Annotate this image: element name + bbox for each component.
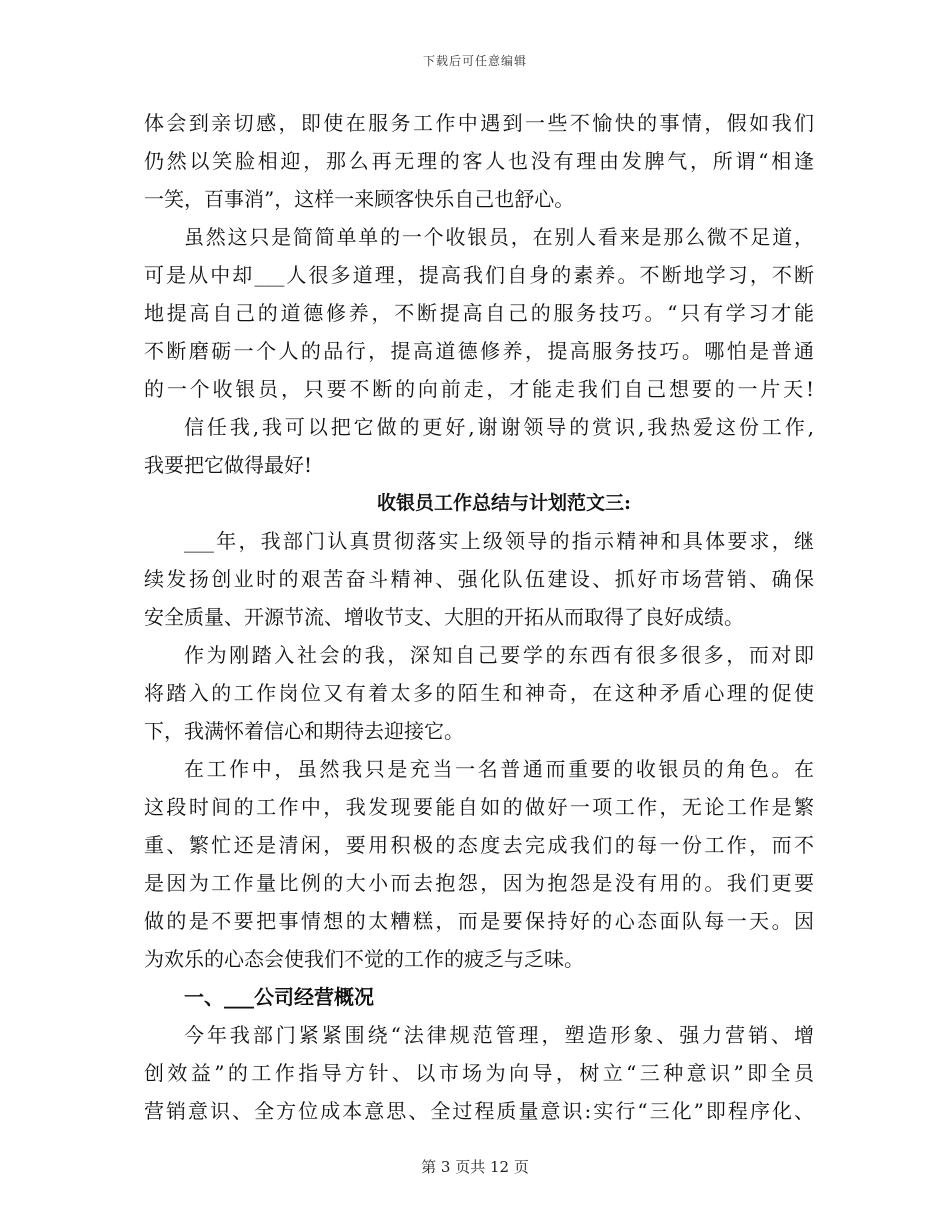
page-number-footer: 第 3 页共 12 页 — [421, 1158, 529, 1176]
text-line: ___年，我部门认真贯彻落实上级领导的指示精神和具体要求，继 — [184, 529, 814, 553]
page-header: 下载后可任意编辑 — [422, 54, 527, 68]
text-line: 体会到亲切感，即使在服务工作中遇到一些不愉快的事情，假如我们 — [144, 111, 814, 135]
text-line: 下，我满怀着信心和期待去迎接它。 — [144, 719, 464, 743]
text-line: 地提高自己的道德修养，不断提高自己的服务技巧。“只有学习才能 — [144, 301, 814, 325]
text-line: 创效益”的工作指导方针、以市场为向导，树立“三种意识”即全员 — [144, 1061, 814, 1085]
text-line: 做的是不要把事情想的太糟糕，而是要保持好的心态面队每一天。因 — [144, 909, 814, 933]
text-line: 可是从中却___人很多道理，提高我们自身的素养。不断地学习，不断 — [144, 263, 814, 287]
text-line: 仍然以笑脸相迎，那么再无理的客人也没有理由发脾气，所谓“相逢 — [144, 149, 814, 173]
subsection-heading: 一、___公司经营概况 — [184, 985, 374, 1009]
text-line: 虽然这只是简简单单的一个收银员，在别人看来是那么微不足道， — [184, 225, 814, 249]
text-line: 作为刚踏入社会的我，深知自己要学的东西有很多很多，而对即 — [184, 643, 814, 667]
text-line: 今年我部门紧紧围绕“法律规范管理，塑造形象、强力营销、增 — [184, 1023, 814, 1047]
text-line: 将踏入的工作岗位又有着太多的陌生和神奇，在这种矛盾心理的促使 — [144, 681, 814, 705]
document-body — [144, 104, 814, 1130]
text-line: 续发扬创业时的艰苦奋斗精神、强化队伍建设、抓好市场营销、确保 — [144, 567, 814, 591]
text-line: 在工作中，虽然我只是充当一名普通而重要的收银员的角色。在 — [184, 757, 814, 781]
text-line: 为欢乐的心态会使我们不觉的工作的疲乏与乏味。 — [144, 947, 584, 971]
text-line: 安全质量、开源节流、增收节支、大胆的开拓从而取得了良好成绩。 — [144, 605, 744, 629]
text-line: 一笑，百事消”，这样一来顾客快乐自己也舒心。 — [144, 187, 575, 211]
text-line: 重、繁忙还是清闲，要用积极的态度去完成我们的每一份工作，而不 — [144, 833, 814, 857]
section-title: 收银员工作总结与计划范文三: — [376, 492, 631, 514]
text-line: 这段时间的工作中，我发现要能自如的做好一项工作，无论工作是繁 — [144, 795, 814, 819]
text-line: 是因为工作量比例的大小而去抱怨，因为抱怨是没有用的。我们更要 — [144, 871, 814, 895]
text-line: 不断磨砺一个人的品行，提高道德修养，提高服务技巧。哪怕是普通 — [144, 339, 814, 363]
text-line: 的一个收银员，只要不断的向前走，才能走我们自己想要的一片天! — [144, 377, 814, 401]
text-line: 我要把它做得最好! — [144, 453, 313, 477]
text-line: 营销意识、全方位成本意思、全过程质量意识:实行“三化”即程序化、 — [144, 1099, 814, 1123]
text-line: 信任我,我可以把它做的更好,谢谢领导的赏识,我热爱这份工作, — [184, 415, 814, 439]
